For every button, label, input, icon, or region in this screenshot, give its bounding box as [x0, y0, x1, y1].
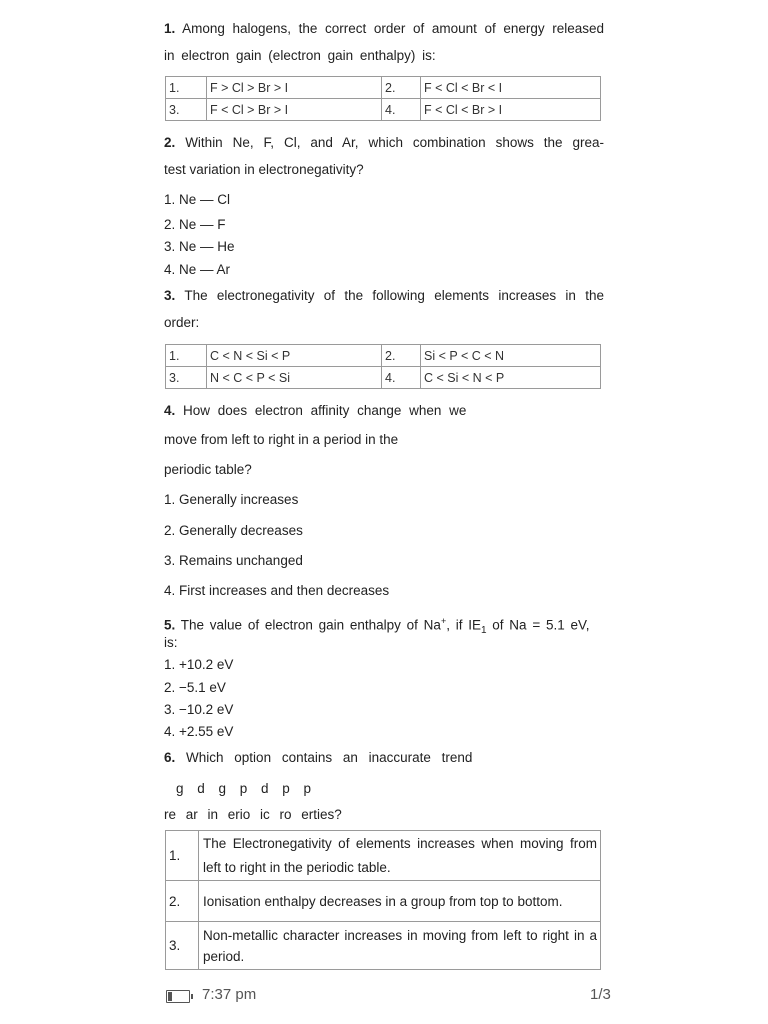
- q1-option-2-number: 2.: [382, 77, 421, 99]
- q6-number: 6.: [164, 750, 176, 765]
- q1-line1: [164, 20, 604, 38]
- q3-option-1-number: 1.: [166, 345, 207, 367]
- q5-line1: [164, 612, 590, 640]
- q3-option-3-number: 3.: [166, 367, 207, 389]
- q6-text: Which option contains an inaccurate trend: [186, 750, 473, 765]
- q2-line2: test variation in electronegativity?: [164, 162, 364, 177]
- q4-option-3: 3. Remains unchanged: [164, 553, 303, 568]
- q6-option-3-number: 3.: [166, 922, 199, 970]
- q2-text: Within Ne, F, Cl, and Ar, which combination shows the grea-: [185, 135, 604, 150]
- q5-text-a: The value of electron gain enthalpy of Na: [180, 617, 441, 633]
- status-time: 7:37 pm: [202, 986, 257, 1003]
- battery-level: [168, 992, 172, 1001]
- q4-line3: periodic table?: [164, 462, 252, 477]
- q4-option-2: 2. Generally decreases: [164, 523, 303, 538]
- q4-option-1: 1. Generally increases: [164, 492, 299, 507]
- q6-option-2-value: Ionisation enthalpy decreases in a group from top to bottom.: [199, 881, 601, 922]
- q3-option-4-number: 4.: [382, 367, 421, 389]
- q5-subscript: 1: [480, 625, 487, 637]
- q3-options-table: [165, 344, 601, 389]
- q5-option-3: 3. −10.2 eV: [164, 702, 234, 717]
- q3-text: The electronegativity of the following elements increases in the: [184, 288, 604, 303]
- q4-line2: move from left to right in a period in the: [164, 432, 399, 447]
- q4-option-4: 4. First increases and then decreases: [164, 583, 390, 598]
- q6-line2: g d g p d p p: [176, 781, 313, 796]
- q3-line1: [164, 287, 604, 305]
- q1-option-3-number: 3.: [166, 99, 207, 121]
- q2-option-1: 1. Ne — Cl: [164, 192, 231, 207]
- q6-option-2-number: 2.: [166, 881, 199, 922]
- q5-text-c: of Na = 5.1 eV,: [486, 617, 590, 633]
- q3-option-2-value: Si < P < C < N: [421, 345, 601, 367]
- q1-option-3-value: F < Cl > Br > I: [207, 99, 382, 121]
- q1-option-1-number: 1.: [166, 77, 207, 99]
- q2-line1: [164, 134, 604, 152]
- q1-options-table: [165, 76, 601, 121]
- q5-option-1: 1. +10.2 eV: [164, 657, 234, 672]
- q6-options-table: [165, 830, 601, 970]
- page-indicator: 1/3: [590, 986, 611, 1003]
- q3-line2: order:: [164, 315, 200, 330]
- q4-line1: [164, 402, 466, 420]
- q5-option-4: 4. +2.55 eV: [164, 724, 234, 739]
- q6-option-3-value: Non-metallic character increases in moving from left to right in a period.: [199, 922, 601, 970]
- q3-number: 3.: [164, 288, 176, 303]
- q3-option-1-value: C < N < Si < P: [207, 345, 382, 367]
- q5-option-2: 2. −5.1 eV: [164, 680, 226, 695]
- q5-number: 5.: [164, 617, 176, 633]
- q1-line2: in electron gain (electron gain enthalpy) is:: [164, 48, 436, 63]
- q1-option-2-value: F < Cl < Br < I: [421, 77, 601, 99]
- q1-option-4-value: F < Cl < Br > I: [421, 99, 601, 121]
- q5-superscript: +: [440, 616, 447, 626]
- q2-number: 2.: [164, 135, 176, 150]
- q6-line3: re ar in erio ic ro erties?: [164, 807, 342, 822]
- q3-option-2-number: 2.: [382, 345, 421, 367]
- q4-number: 4.: [164, 403, 176, 418]
- q3-option-4-value: C < Si < N < P: [421, 367, 601, 389]
- q2-option-2: 2. Ne — F: [164, 217, 226, 232]
- q1-text: Among halogens, the correct order of amount of energy released: [182, 21, 604, 36]
- q3-option-3-value: N < C < P < Si: [207, 367, 382, 389]
- q5-text-b: , if IE: [446, 617, 481, 633]
- q1-number: 1.: [164, 21, 176, 36]
- q5-line2: is:: [164, 635, 178, 650]
- q2-option-4: 4. Ne — Ar: [164, 262, 231, 277]
- q1-option-4-number: 4.: [382, 99, 421, 121]
- q2-option-3: 3. Ne — He: [164, 239, 235, 254]
- q6-option-1-value: The Electronegativity of elements increases when moving from left to right in the periodic table.: [199, 831, 601, 881]
- q4-text: How does electron affinity change when we: [183, 403, 467, 418]
- battery-icon: [166, 990, 190, 1003]
- q1-option-1-value: F > Cl > Br > I: [207, 77, 382, 99]
- q6-option-1-number: 1.: [166, 831, 199, 881]
- q6-line1: [164, 749, 472, 767]
